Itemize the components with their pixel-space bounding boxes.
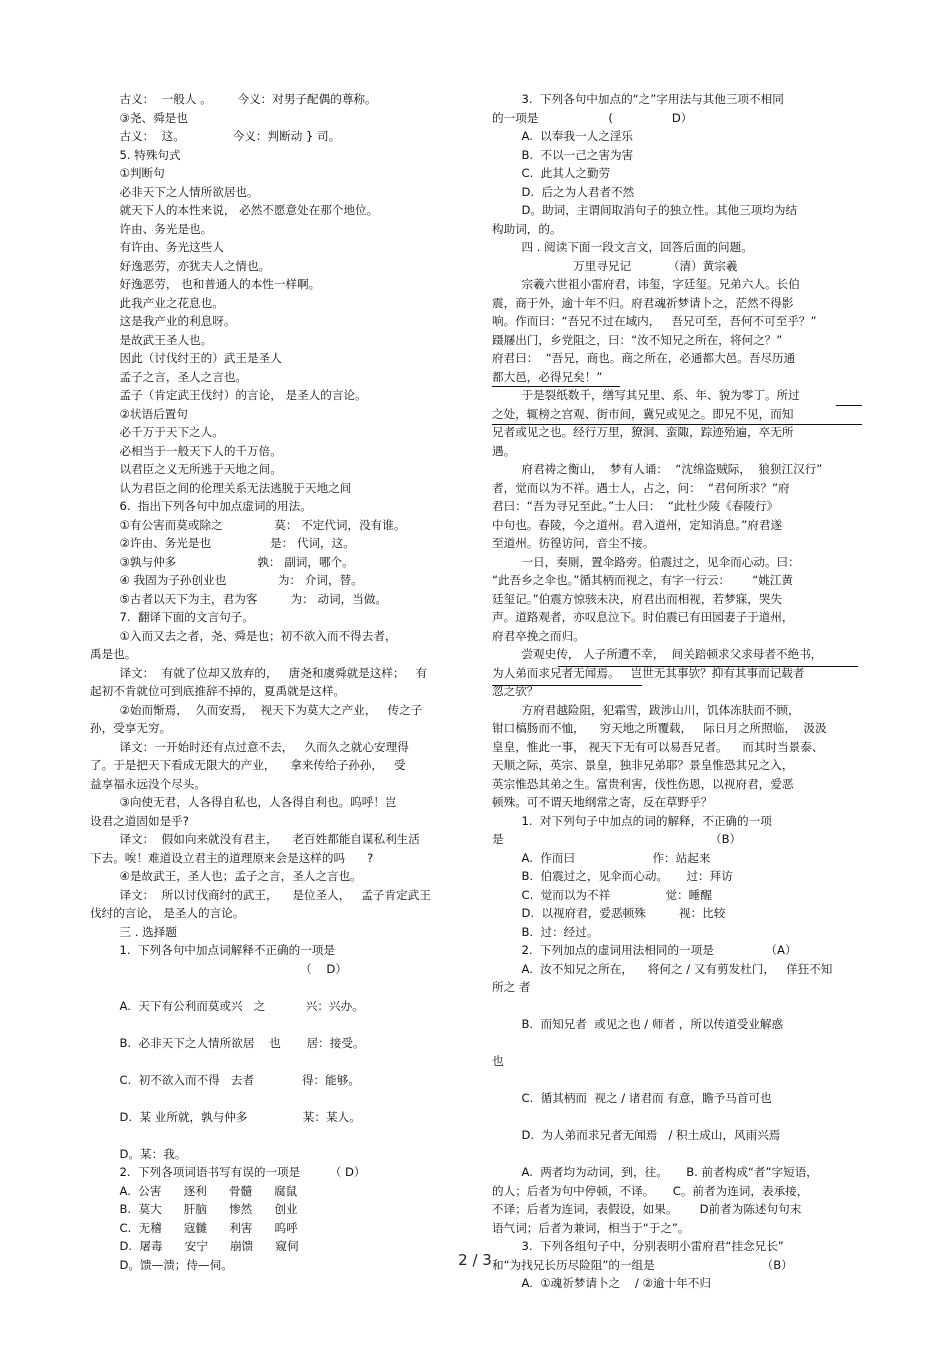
left-text-line: 禹是也。 [90,647,137,661]
left-text-line: A. 天下有公利而莫或兴 之 兴：兴办。 [90,998,364,1013]
right-text-line [492,1108,866,1127]
left-column [90,90,462,1274]
right-text-line [492,1071,866,1090]
right-text-line: 所之 者 [492,980,531,994]
left-text-line: 6. 指出下列各句中加点虚词的用法。 [90,499,312,513]
right-text-line: C. 循其柄而 视之 / 诸君而 有意，瞻予马首可也 [492,1091,772,1105]
underline-1 [492,386,620,387]
left-text-line: 益享福永远没个尽头。 [90,776,206,791]
left-text-line: ①入而又去之者，尧、舜是也；初不欲入而不得去者， [90,628,397,643]
left-text-line: 1. 下列各句中加点词解释不正确的一项是 [90,943,336,957]
right-text-line: 的一项是 ( D） [492,110,693,125]
right-text-line: 方府君越险阻，犯霜雪，跋涉山川，饥体冻肤而不顾， [492,702,800,717]
right-text-line: 构助词，的。 [492,221,562,236]
left-text-line: 译文： 有就了位却又放弃的， 唐尧和虞舜就是这样； 有 [90,665,428,680]
right-text-line [492,997,866,1016]
right-text-line: 忽之欤？ [492,684,539,698]
left-text-line: ①有公害而莫或除之 莫： 不定代词，没有谁。 [90,517,406,532]
left-text-line: 起初不肯就位可到底推辞不掉的，夏禹就是这样。 [90,684,346,698]
right-text-line: 中句也。春陵，今之道州。君入道州，定知消息。”府君遂 [492,517,783,532]
left-text-line: B. 必非天下之人情所欲居 也 居：接受。 [90,1035,365,1050]
left-text-line: D. 某 业所就，孰与仲多 某：某人。 [90,1109,361,1124]
left-text-line: 孟子之言，圣人之言也。 [90,369,248,384]
right-text-line: 皇皇，惟此一事， 视天下无有可以易吾兄者。 而其时当景泰、 [492,739,824,754]
right-text-line: 蹑屦出门，乡党阻之，曰：“汝不知兄之所在，将何之？” [492,332,783,347]
left-text-line: D。馈—溃；侍—伺。 [90,1257,233,1272]
left-text-line: 这是我产业的利息呀。 [90,314,236,328]
left-text-line: ③孰与仲多 孰： 副词，哪个。 [90,554,354,569]
left-text-line: 此我产业之花息也。 [90,295,224,310]
left-text-line: （ D） [90,961,347,976]
left-text-line: 必千万于天下之人。 [90,425,224,439]
right-text-line: 1. 对下列句子中加点的词的解释，不正确的一项 [492,813,772,828]
right-text-line: B. 而知兄者 或见之也 / 师者 ，所以传道受业解惑 [492,1017,784,1031]
right-text-line: A. ①魂祈梦请卜之 / ②逾十年不归 [492,1276,711,1290]
right-text-line: A. 两者均为动词，到，往。 B. 前者构成“者”字短语， [492,1165,818,1179]
left-text-line: ②许由、务光是也 是： 代词，这。 [90,536,355,550]
left-text-line: 许由、务光是也。 [90,221,213,236]
right-text-line: 钳口槁肠而不恤， 穷天地之所覆载， 际日月之所照临， 汲汲 [492,721,827,735]
right-text-line: 响。作而曰：“吾兄不过在域内， 吾兄可至，吾何不可至乎？” [492,314,817,328]
left-text-line: 孟子（肯定武王伐纣）的言论， 是圣人的言论。 [90,388,367,402]
left-text-line: 7. 翻译下面的文言句子。 [90,610,254,624]
left-text-line: 伐纣的言论， 是圣人的言论。 [90,906,245,920]
right-text-line: 兄者或见之也。经行万里，獠洞、蛮陬，踪迹殆遍，卒无所 [492,425,794,439]
right-text-line: 和“为找兄长历尽险阻”的一组是 （B） [492,1257,793,1272]
right-column [492,90,866,1293]
right-text-line: 3. 下列各句中加点的“之”字用法与其他三项不相同 [492,92,784,106]
right-text-line: 都大邑，必得兄矣！” [492,369,603,384]
right-text-line: 不译；后者为连词，表假设，如果。 D前者为陈述句句末 [492,1202,802,1216]
right-text-line: 是 （B） [492,832,742,846]
right-text-line: D. 为人弟而求兄者无闻焉 / 积土成山，风雨兴焉 [492,1128,781,1142]
right-text-line: 震，商于外，逾十年不归。府君魂祈梦请卜之，茫然不得影 [492,295,794,310]
right-text-line: 府君曰： “吾兄，商也。商之所在，必通都大邑。吾尽历通 [492,351,796,365]
right-text-line: 府君卒挽之而归。 [492,628,585,643]
left-text-line: 译文：一开始时还有点过意不去， 久而久之就心安理得 [90,739,409,754]
right-text-line: 尝观史传， 人子所遭不幸， 间关踣顿求父求母者不绝书， [492,647,823,661]
left-text-line: 有许由、务光这些人 [90,240,224,254]
left-text-line: 以君臣之义无所逃于天地之间。 [90,462,282,476]
right-text-line: 为人弟而求兄者无闻焉。 岂世无其事欤？抑有其事而记载者 [492,665,805,680]
left-text-line: 必相当于一般天下人的千万倍。 [90,443,282,458]
left-text-line [90,1126,462,1145]
page-number: 2 / 3 [458,1251,492,1269]
left-text-line [90,1015,462,1034]
right-text-line: B. 不以一己之害为害 [492,147,634,162]
right-text-line: 英宗惟恐其弟之生。富贵利害，伐性伤恩，以视府君，爱恶 [492,776,794,791]
left-text-line: 三 . 选择题 [90,924,177,939]
left-text-line: 就天下人的本性来说， 必然不愿意处在那个地位。 [90,203,379,217]
right-text-line: 3. 下列各组句子中，分别表明小雷府君“挂念兄长” [492,1239,784,1253]
left-text-line: 好逸恶劳， 也和普通人的本性一样啊。 [90,277,321,291]
right-text-line: 语气词；后者为兼词，相当于“于之”。 [492,1220,690,1235]
left-text-line: D。某：我。 [90,1146,187,1161]
left-text-line: 了。于是把天下看成无限大的产业， 拿来传给子孙孙， 受 [90,758,406,772]
right-text-line: 之处，辄榜之宫观、街市间，冀兄或见之。即兄不见，而知 [492,406,794,421]
left-text-line: C. 无稽 寇雠 利害 呜呼 [90,1220,298,1235]
right-text-line: A. 汝不知兄之所在， 将何之 / 又有剪发杜门， 佯狂不知 [492,961,833,976]
right-text-line: 者，觉而以为不祥。遇士人，占之，问： “君何所求？”府 [492,480,790,495]
right-text-line: 至道州。彷徨访问，音尘不接。 [492,536,655,550]
right-text-line: 2. 下列加点的虚词用法相同的一项是 （A） [492,943,797,957]
left-text-line: ③尧、舜是也 [90,110,188,125]
left-text-line [90,1052,462,1071]
right-text-line: D. 以视府君，爱恶顿殊 视：比较 [492,906,726,920]
right-text-line: B. 过：经过。 [492,924,599,939]
right-text-line: 天顺之际，英宗、景皇，独非兄弟耶？景皇惟恐其兄之入， [492,758,794,772]
right-text-line: 的人；后者为句中停顿，不译。 C。前者为连词，表承接， [492,1183,809,1198]
left-text-line: 必非天下之人情所欲居也。 [90,184,259,199]
left-text-line: B. 莫大 肝脑 惨然 创业 [90,1202,298,1216]
left-text-line: 古义： 这。 今义：判断动 } 司。 [90,129,341,143]
left-text-line: 下去。唉！难道设立君主的道理原来会是这样的吗 ? [90,850,374,865]
underline-4 [558,666,858,667]
left-text-line: ④是故武王，圣人也；孟子之言，圣人之言也。 [90,869,362,883]
right-text-line: C. 觉而以为不祥 觉：睡醒 [492,887,712,902]
right-text-line: D。助词，主谓间取消句子的独立性。其他三项均为结 [492,203,798,217]
left-text-line: 孙，受享无穷。 [90,721,172,735]
right-text-line: 声。道路观者，亦叹息泣下。时伯震已有田园妻子于道州， [492,610,794,624]
right-text-line: 君曰：“吾为寻兄至此。”士人曰： “此杜少陵《春陵行》 [492,499,779,513]
right-text-line: 府君祷之衡山， 梦有人诵： “沈绵盗贼际， 狼狈江汉行” [492,462,823,476]
left-text-line: 认为君臣之间的伦理关系无法逃脱于天地之间 [90,480,352,495]
right-text-line: 也 [492,1054,504,1068]
left-text-line: C. 初不欲入而不得 去者 得：能够。 [90,1072,360,1087]
right-text-line: 四 . 阅读下面一段文言文，回答后面的问题。 [492,240,753,254]
left-text-line: 2. 下列各项词语书写有误的一项是 （ D） [90,1165,366,1179]
right-text-line: 顿殊。可不谓天地纲常之寄，反在草野乎？ [492,795,713,809]
left-text-line [90,978,462,997]
right-text-line: C. 此其人之勤劳 [492,166,611,180]
right-text-line: D. 后之为人君者不然 [492,184,635,199]
left-text-line: 好逸恶劳，亦犹夫人之情也。 [90,258,271,273]
left-text-line: ③向使无君，人各得自私也，人各得自利也。呜呼！岂 [90,795,397,809]
left-text-line: 5. 特殊句式 [90,147,181,162]
right-text-line: B. 伯震过之，见伞而心动。 过：拜访 [492,869,733,883]
left-text-line: 是故武王圣人也。 [90,332,213,347]
left-text-line: 古义： 一般人 。 今义：对男子配偶的尊称。 [90,92,377,106]
right-text-line: 于是裂纸数千，缮写其兄里、系、年、貌为零丁。所过 [492,388,800,402]
right-text-line: 廷玺记。”伯震方惊骇未决，府君出而相视，若梦寐，哭失 [492,591,783,606]
underline-2 [836,405,862,406]
left-text-line: 设君之道固如是乎? [90,813,189,828]
right-text-line: A. 以奉我一人之淫乐 [492,129,634,143]
right-text-line: A. 作而曰 作：站起来 [492,850,711,865]
left-text-line: ④ 我固为子孙创业也 为： 介词，替。 [90,573,363,587]
left-text-line: ①判断句 [90,166,165,180]
left-text-line: ②始而惭焉， 久而安焉， 视天下为莫大之产业， 传之子 [90,702,423,717]
left-text-line: A. 公害 逐利 骨髓 腐鼠 [90,1183,298,1198]
right-text-line: 一日，奏厕，置伞路旁。伯震过之，见伞而心动。曰： [492,554,800,569]
left-text-line: 译文： 假如向来就没有君主， 老百姓都能自谋私利生活 [90,832,420,846]
right-text-line [492,1145,866,1164]
left-text-line: 因此（讨伐纣王的）武王是圣人 [90,351,282,365]
right-text-line: 宗羲六世祖小雷府君，讳玺，字廷玺。兄弟六人。长伯 [492,277,800,291]
left-text-line: ⑤古者以天下为主，君为客 为： 动词，当做。 [90,591,388,606]
right-text-line [492,1034,866,1053]
left-text-line [90,1089,462,1108]
right-text-line: 遇。 [492,443,516,458]
right-text-line: “此吾乡之伞也。”循其柄而视之，有字一行云： “姚江黄 [492,573,793,587]
left-text-line: 译文： 所以讨伐商纣的武王， 是位圣人， 孟子肯定武王 [90,887,431,902]
left-text-line: ②状语后置句 [90,406,188,421]
underline-5 [492,685,642,686]
left-text-line: D. 屠毒 安宁 崩馈 窥伺 [90,1239,299,1253]
right-text-line: 万里寻兄记 （清）黄宗羲 [492,258,738,273]
underline-3 [492,424,862,425]
